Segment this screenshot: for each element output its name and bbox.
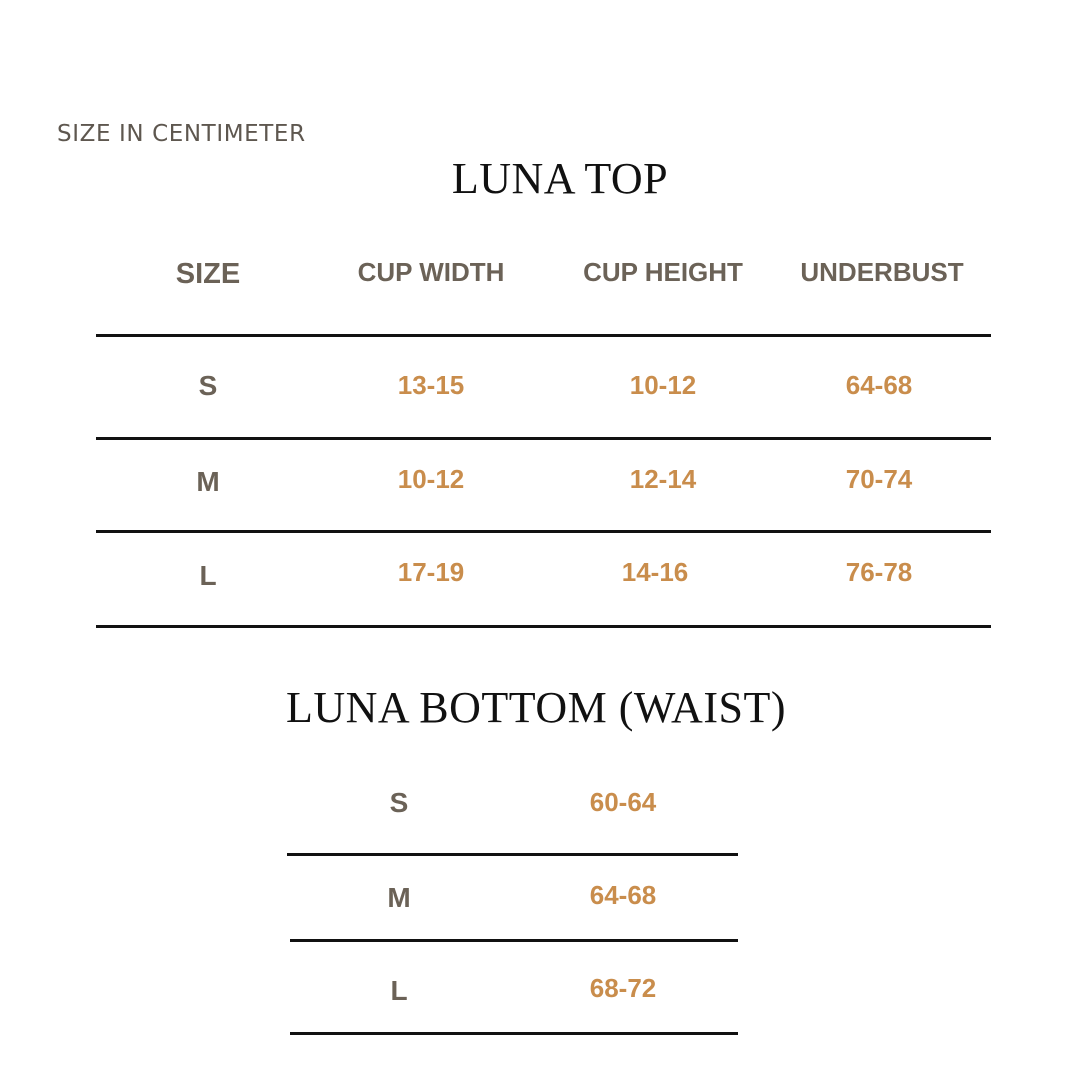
waist-value: 68-72 bbox=[589, 973, 657, 1003]
row-size-label: M bbox=[387, 882, 411, 913]
bottom-table-title: LUNA BOTTOM (WAIST) bbox=[286, 683, 786, 732]
row-size-label: M bbox=[196, 466, 220, 497]
header-cup-height: CUP HEIGHT bbox=[583, 257, 743, 287]
cup-height-value: 14-16 bbox=[621, 557, 689, 587]
header-cup-width: CUP WIDTH bbox=[357, 257, 505, 287]
cup-width-value: 13-15 bbox=[397, 370, 465, 400]
row-size-label: S bbox=[389, 787, 409, 818]
underbust-value: 64-68 bbox=[845, 370, 913, 400]
header-size: SIZE bbox=[175, 258, 241, 290]
table-rule bbox=[96, 625, 991, 628]
row-size-label: L bbox=[199, 560, 217, 591]
waist-value: 64-68 bbox=[589, 880, 657, 910]
table-rule bbox=[290, 939, 738, 942]
row-size-label: L bbox=[390, 975, 408, 1006]
top-table-title: LUNA TOP bbox=[451, 154, 669, 203]
cup-height-value: 12-14 bbox=[629, 464, 697, 494]
table-rule bbox=[96, 530, 991, 533]
cup-width-value: 10-12 bbox=[397, 464, 465, 494]
row-size-label: S bbox=[198, 370, 218, 401]
underbust-value: 76-78 bbox=[845, 557, 913, 587]
underbust-value: 70-74 bbox=[845, 464, 913, 494]
waist-value: 60-64 bbox=[589, 787, 657, 817]
unit-note: SIZE IN CENTIMETER bbox=[57, 121, 306, 147]
table-rule bbox=[96, 334, 991, 337]
table-rule bbox=[287, 853, 738, 856]
cup-height-value: 10-12 bbox=[629, 370, 697, 400]
cup-width-value: 17-19 bbox=[397, 557, 465, 587]
header-underbust: UNDERBUST bbox=[800, 257, 964, 287]
table-rule bbox=[96, 437, 991, 440]
table-rule bbox=[290, 1032, 738, 1035]
